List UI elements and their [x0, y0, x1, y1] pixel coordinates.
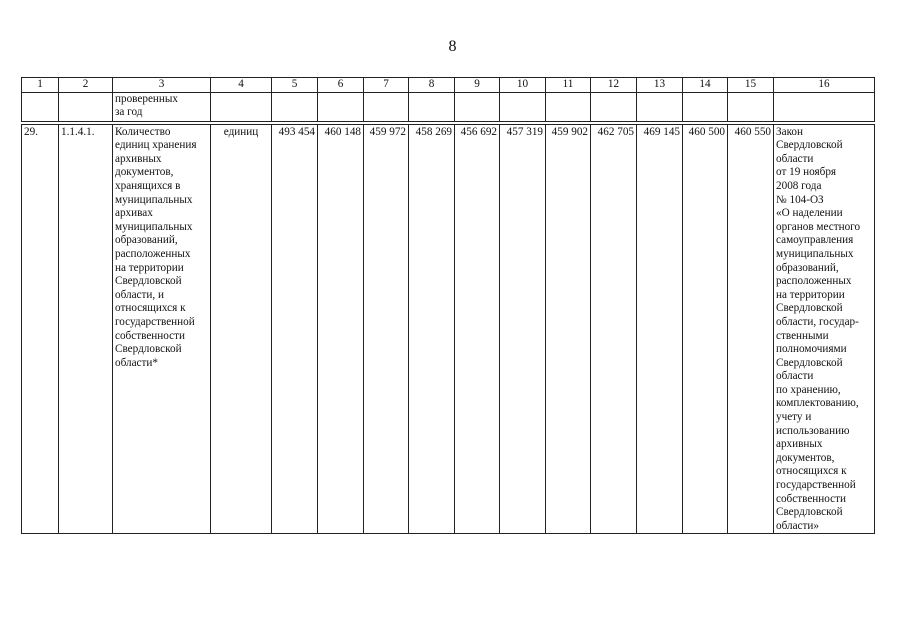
legal-source-line: комплектованию, [776, 397, 859, 410]
value-cell: 456 692 [455, 124, 500, 534]
legal-source-line: области, государ- [776, 315, 859, 328]
legal-source-line: полномочиями [776, 343, 847, 356]
legal-source-line: № 104-ОЗ [776, 193, 824, 206]
legal-source-line: ственными [776, 329, 829, 342]
indicator-name-line: относящихся к [115, 302, 186, 315]
indicator-name-line: Свердловской [115, 343, 182, 356]
value-cell: 462 705 [591, 124, 637, 534]
indicator-name-line: муниципальных [115, 220, 193, 233]
column-header: 9 [455, 78, 500, 93]
page-number: 8 [448, 38, 457, 55]
legal-source-line: документов, [776, 451, 835, 464]
column-header: 1 [22, 78, 59, 93]
continuation-row [22, 92, 875, 121]
continuation-text [113, 92, 211, 121]
unit-cell: единиц [211, 124, 272, 534]
legal-source-line: самоуправления [776, 234, 854, 247]
continuation-line: за год [115, 106, 143, 119]
indicator-name-line: Количество [115, 125, 171, 138]
legal-source-line: образований, [776, 261, 839, 274]
column-header: 13 [637, 78, 683, 93]
legal-source-line: Свердловской [776, 139, 843, 152]
legal-source-line: 2008 года [776, 179, 822, 192]
legal-source-line: области [776, 152, 814, 165]
indicator-name-line: собственности [115, 329, 185, 342]
legal-source-line: муниципальных [776, 247, 854, 260]
legal-source-line: собственности [776, 492, 846, 505]
indicator-name-line: архивных [115, 152, 162, 165]
column-header: 3 [113, 78, 211, 93]
value-cell: 459 902 [546, 124, 591, 534]
legal-source-line: Свердловской [776, 356, 843, 369]
legal-source-line: на территории [776, 288, 845, 301]
value-cell: 457 319 [500, 124, 546, 534]
indicator-name [113, 124, 211, 534]
value-cell: 460 148 [318, 124, 364, 534]
indicator-name-line: государственной [115, 315, 195, 328]
row-number: 29. [22, 124, 59, 534]
legal-source-line: области [776, 370, 814, 383]
column-header: 6 [318, 78, 364, 93]
legal-source-line: государственной [776, 479, 856, 492]
column-header: 14 [683, 78, 728, 93]
legal-source-line: Свердловской [776, 302, 843, 315]
value-cell: 493 454 [272, 124, 318, 534]
value-cell: 460 500 [683, 124, 728, 534]
legal-source-line: «О наделении [776, 207, 843, 220]
value-cell: 459 972 [364, 124, 409, 534]
value-cell: 469 145 [637, 124, 683, 534]
column-header: 12 [591, 78, 637, 93]
indicator-table [21, 77, 875, 534]
legal-source-line: расположенных [776, 275, 852, 288]
legal-source-line: от 19 ноября [776, 166, 837, 179]
column-header: 11 [546, 78, 591, 93]
column-header: 4 [211, 78, 272, 93]
indicator-name-line: документов, [115, 166, 174, 179]
legal-source-line: использованию [776, 424, 850, 437]
indicator-name-line: образований, [115, 234, 178, 247]
column-header: 15 [728, 78, 774, 93]
legal-source-line: относящихся к [776, 465, 847, 478]
legal-source-line: Свердловской [776, 506, 843, 519]
legal-source-line: по хранению, [776, 383, 841, 396]
value-cell: 458 269 [409, 124, 455, 534]
row-code: 1.1.4.1. [59, 124, 113, 534]
indicator-name-line: области* [115, 356, 158, 369]
legal-source [774, 124, 875, 534]
indicator-name-line: области, и [115, 288, 164, 301]
indicator-name-line: хранящихся в [115, 179, 181, 192]
legal-source-line: архивных [776, 438, 823, 451]
column-number-row [22, 78, 875, 93]
column-header: 7 [364, 78, 409, 93]
value-cell: 460 550 [728, 124, 774, 534]
indicator-name-line: Свердловской [115, 275, 182, 288]
indicator-name-line: муниципальных [115, 193, 193, 206]
indicator-name-line: на территории [115, 261, 184, 274]
column-header: 2 [59, 78, 113, 93]
indicator-name-line: единиц хранения [115, 139, 197, 152]
indicator-name-line: расположенных [115, 247, 191, 260]
continuation-line: проверенных [115, 92, 179, 105]
legal-source-line: учету и [776, 411, 812, 424]
legal-source-line: Закон [776, 125, 804, 138]
column-header: 5 [272, 78, 318, 93]
legal-source-line: области» [776, 519, 819, 532]
column-header: 16 [774, 78, 875, 93]
indicator-name-line: архивах [115, 207, 153, 220]
column-header: 8 [409, 78, 455, 93]
table-row [22, 124, 875, 534]
column-header: 10 [500, 78, 546, 93]
legal-source-line: органов местного [776, 220, 861, 233]
